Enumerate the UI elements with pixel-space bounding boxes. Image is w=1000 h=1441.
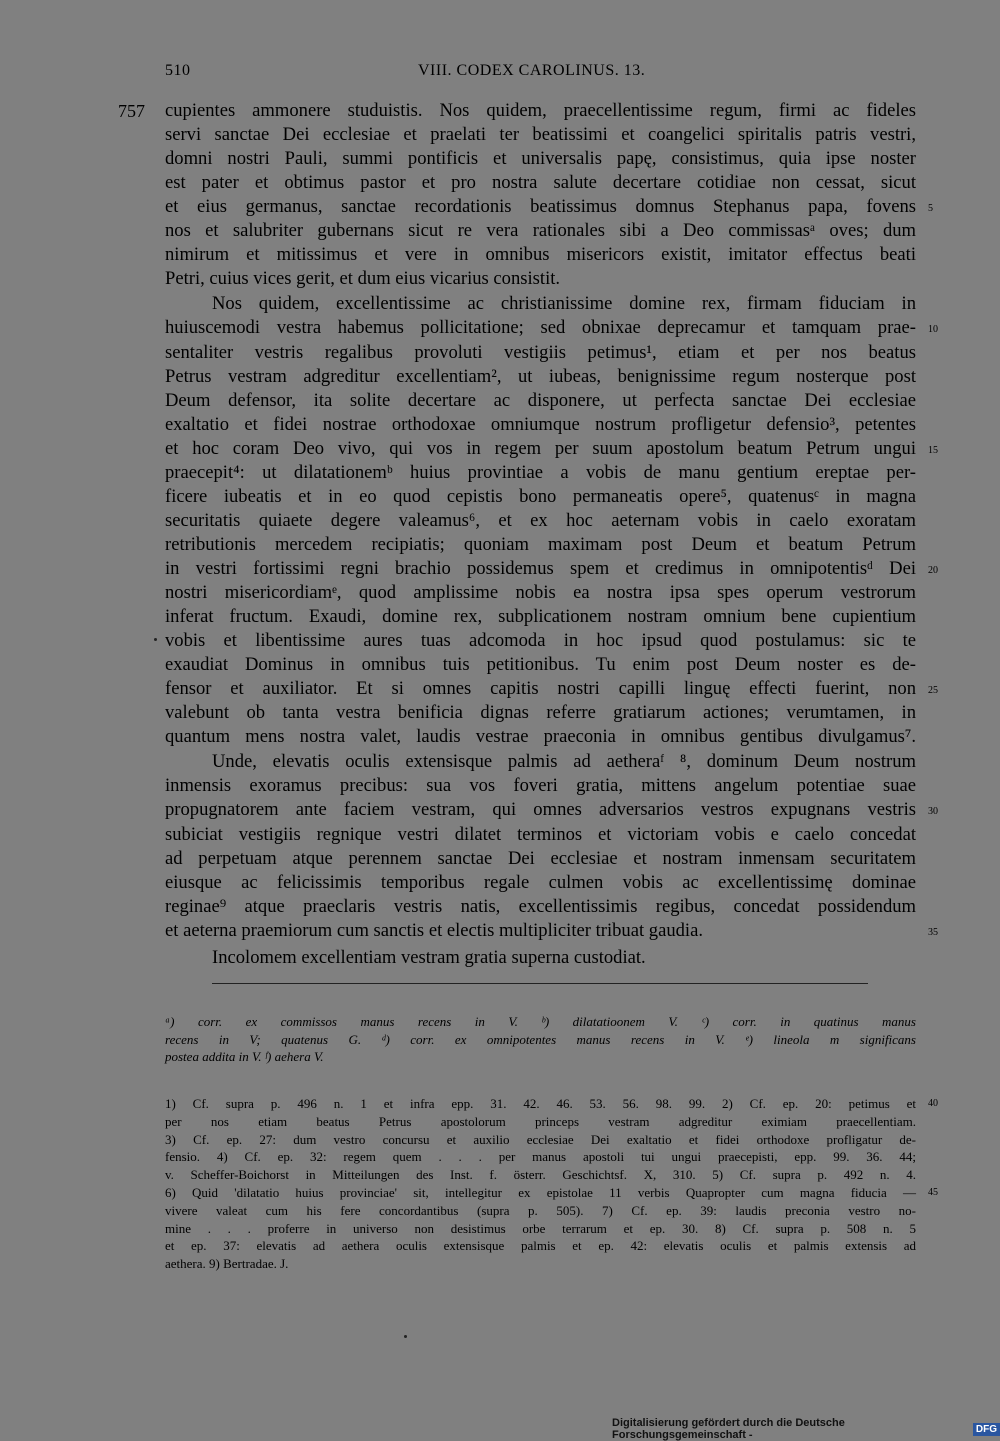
apparatus-line: recens in V; quatenus G. ᵈ) corr. ex omnipotentes manus recens in V. ᵉ) lineola m significans <box>165 1031 916 1047</box>
text-line: praecepit⁴: ut dilatationemᵇ huius provintiae a vobis de manu gentium ereptae per- <box>165 461 916 483</box>
footnote-line: 1) Cf. supra p. 496 n. 1 et infra epp. 31. 42. 46. 53. 56. 98. 99. 2) Cf. ep. 20: petimus et <box>165 1096 916 1111</box>
text-line: sentaliter vestris regalibus provoluti vestigiis petimus¹, etiam et per nos beatus <box>165 341 916 363</box>
margin-year: 757 <box>118 101 145 121</box>
text-line: huiuscemodi vestra habemus pollicitatione; sed obnixae deprecamur et tamquam prae- <box>165 317 916 339</box>
text-line: Unde, elevatis oculis extensisque palmis ad aetheraᶠ ⁸, dominum Deum nostrum <box>212 751 916 773</box>
text-line: est pater et obtimus pastor et pro nostra salute decertare cotidiae non cessat, sicut <box>165 172 916 194</box>
text-line: ad perpetuam atque perennem sanctae Dei ecclesiae et nostram inmensam securitatem <box>165 847 916 869</box>
text-line: inmensis exoramus precibus: sua vos foveri gratia, mittens angelum potentiae suae <box>165 775 916 797</box>
footnote-line: 3) Cf. ep. 27: dum vestro concursu et auxilio ecclesiae Dei exaltatio et fidei orthodoxe profligatur de- <box>165 1131 916 1147</box>
footnote-line: fensio. 4) Cf. ep. 32: regem quem . . . per manus apostoli tui ungui praecepisti, epp. 99. 36. 44; <box>165 1149 916 1165</box>
running-title: VIII. CODEX CAROLINUS. 13. <box>418 62 646 79</box>
text-line: Deum defensor, ita solite decertare ac disponere, ut perfecta sanctae Dei ecclesiae <box>165 389 916 411</box>
text-line: cupientes ammonere studuistis. Nos quidem, praecellentissime regum, firmi ac fideles <box>165 100 916 121</box>
text-line: domni nostri Pauli, summi pontificis et universalis papę, consistimus, quia ipse noster <box>165 148 916 170</box>
text-line: Nos quidem, excellentissime ac christianissime domine rex, firmam fiduciam in <box>212 293 916 315</box>
text-line: et eius germanus, sanctae recordationis beatissimus domnus Stephanus papa, fovens <box>165 196 916 218</box>
footnote-line: mine . . . proferre in universo non desistimus orbe terrarum et ep. 30. 8) Cf. supra p. 508 n. 5 <box>165 1220 916 1236</box>
text-line: vobis et libentissime aures tuas adcomoda in hoc ipsud quod postulamus: sic te <box>165 630 916 652</box>
dfg-logo: DFG <box>973 1423 1000 1436</box>
footnote-line: aethera. 9) Bertradae. J. <box>165 1256 289 1272</box>
line-number: 25 <box>928 685 938 697</box>
text-line: retributionis mercedem recipiatis; quoniam maximam post Deum et beatum Petrum <box>165 533 916 555</box>
footnote-line: et ep. 37: elevatis ad aethera oculis extensisque palmis et ep. 42: elevatis oculis et palmis extensis ad <box>165 1238 916 1254</box>
text-line: eiusque ac felicissimis temporibus regale culmen vobis ac excellentissimę dominae <box>165 871 916 893</box>
text-line: quantum mens nostra valet, laudis vestrae praeconia in omnibus gentibus divulgamus⁷. <box>165 726 916 748</box>
footnote-line: v. Scheffer-Boichorst in Mitteilungen des Inst. f. österr. Geschichtsf. X, 310. 5) Cf. supra p. 492 n. 4. <box>165 1167 916 1183</box>
page-number: 510 <box>165 62 191 79</box>
line-number: 20 <box>928 564 938 576</box>
text-line: nos et salubriter gubernans sicut re vera rationales sibi a Deo commissasᵃ oves; dum <box>165 220 916 242</box>
text-line: exaudiat Dominus in omnibus tuis petitionibus. Tu enim post Deum noster es de- <box>165 654 916 676</box>
line-number: 5 <box>928 203 933 215</box>
credit-text: Digitalisierung gefördert durch die Deutsche Forschungsgemeinschaft - <box>612 1417 845 1441</box>
text-line: securitatis quiaete degere valeamus⁶, et ex hoc aeternam vobis in caelo exoratam <box>165 509 916 531</box>
speck-mark <box>154 638 157 641</box>
digitization-credit <box>612 1417 1000 1441</box>
text-line: propugnatorem ante faciem vestram, qui omnes adversarios vestros expugnans vestris <box>165 799 916 821</box>
text-line: exaltatio et fidei nostrae orthodoxae omniumque nostrum profligetur defensio³, petentes <box>165 413 916 435</box>
text-line: nimirum et mitissimus et vere in omnibus misericors existit, imitator effectus beati <box>165 244 916 266</box>
text-line: inferat fructum. Exaudi, domine rex, subplicationem nostram omnium bene cupientium <box>165 606 916 628</box>
footnote-line-number: 40 <box>928 1098 938 1109</box>
apparatus-line: ᵃ) corr. ex commissos manus recens in V. ᵇ) dilatatioonem V. ᶜ) corr. in quatinus manus <box>165 1014 916 1029</box>
speck-mark <box>404 1335 407 1338</box>
text-line: Petrus vestram adgreditur excellentiam², ut iubeas, benignissime regum nosterque post <box>165 365 916 387</box>
text-line: Incolomem excellentiam vestram gratia superna custodiat. <box>212 946 646 968</box>
text-line: reginae⁹ atque praeclaris vestris natis, excellentissimis regibus, concedat possidendum <box>165 895 916 917</box>
text-line: et aeterna praemiorum cum sanctis et electis multipliciter tribuat gaudia. <box>165 919 703 941</box>
line-number: 15 <box>928 444 938 456</box>
text-line: servi sanctae Dei ecclesiae et praelati ter beatissimi et coangelici spiritalis patris vestri, <box>165 124 916 146</box>
line-number: 35 <box>928 926 938 938</box>
line-number: 30 <box>928 806 938 818</box>
text-line: ficere iubeatis et in eo quod cepistis bono permaneatis opere⁵, quatenusᶜ in magna <box>165 485 916 507</box>
line-number: 10 <box>928 324 938 336</box>
footnote-separator <box>212 983 868 984</box>
text-line: et hoc coram Deo vivo, qui vos in regem per suum apostolum beatum Petrum ungui <box>165 437 916 459</box>
text-line: nostri misericordiamᵉ, quod amplissime nobis ea nostra ipsa spes operum vestrorum <box>165 582 916 603</box>
footnote-line-number: 45 <box>928 1187 938 1198</box>
text-line: Petri, cuius vices gerit, et dum eius vicarius consistit. <box>165 268 561 290</box>
text-line: valebunt ob tanta vestra benificia dignas referre gratiarum actiones; verumtamen, in <box>165 702 916 724</box>
text-line: in vestri fortissimi regni brachio possidemus spem et credimus in omnipotentisᵈ Dei <box>165 557 916 579</box>
apparatus-line: postea addita in V. ᶠ) aehera V. <box>165 1049 324 1064</box>
footnote-line: vivere valeat cum his fere concordantibus (supra p. 505). 7) Cf. ep. 39: laudis preconia vestro no- <box>165 1202 916 1218</box>
footnote-line: per nos etiam beatus Petrus apostolorum princeps vestram adgreditur eximiam praecellentiam. <box>165 1113 916 1129</box>
text-line: subiciat vestigiis regnique vestri dilatet terminos et victoriam vobis e caelo concedat <box>165 823 916 845</box>
text-line: fensor et auxiliator. Et si omnes capitis nostri capilli linguę effecti fuerint, non <box>165 678 916 700</box>
footnote-line: 6) Quid 'dilatatio huius provinciae' sit, intellegitur ex epistolae 11 verbis Quapropter cum magna fiducia — <box>165 1185 916 1200</box>
